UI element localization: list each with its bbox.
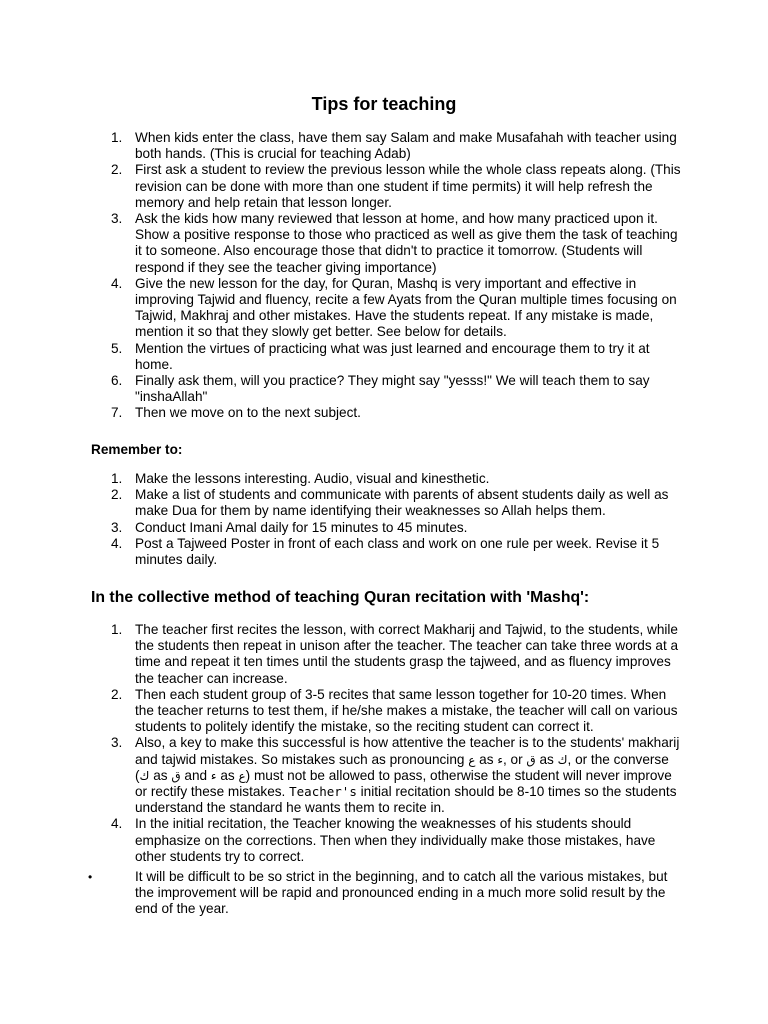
- list-item: [111, 686, 685, 736]
- item-text: It will be difficult to be so strict in the beginning, and to catch all the various mistakes, but the improvement will be rapid and pronounced ending in a much more solid result by the end of the year.: [135, 869, 668, 917]
- list-item: [111, 130, 685, 162]
- item-text: First ask a student to review the previous lesson while the whole class repeats along. (This revision can be done with more than one student if time permits) it will help refresh the memory and help retain that lesson longer.: [135, 162, 681, 210]
- item-number: 2.: [111, 686, 123, 702]
- list-item: [111, 405, 685, 421]
- item-number: 2.: [111, 487, 123, 503]
- mashq-section-heading: In the collective method of teaching Quran recitation with 'Mashq':: [91, 589, 590, 606]
- item-text: The teacher first recites the lesson, with correct Makharij and Tajwid, to the students, while the students then repeat in unison after the teacher. The teacher can take three words at a time and repeat it ten times until the students grasp the tajweed, and as fluency improves the teacher can increase.: [135, 622, 679, 686]
- monospace-word: Teacher's: [289, 784, 357, 800]
- list-item: [111, 373, 685, 405]
- arabic-letter: ك: [557, 752, 568, 767]
- item-number: 7.: [111, 405, 123, 421]
- teaching-steps-list: [111, 130, 685, 422]
- list-item: [111, 622, 685, 687]
- arabic-letter: ع: [238, 768, 246, 783]
- item-text: Post a Tajweed Poster in front of each class and work on one rule per week. Revise it 5 minutes daily.: [135, 535, 660, 568]
- item-text: When kids enter the class, have them say Salam and make Musafahah with teacher using both hands. (This is crucial for teaching Adab): [135, 130, 677, 162]
- list-item: [111, 735, 685, 816]
- item-text: Then each student group of 3-5 recites that same lesson together for 10-20 times. When the teacher returns to test them, if he/she makes a mistake, the teacher will call on various students to politely identify the mistake, so the reciting student can correct it.: [135, 686, 678, 735]
- list-item: [111, 275, 685, 341]
- mashq-method-list: [111, 622, 685, 865]
- item-text: Make a list of students and communicate with parents of absent students daily as well as make Dua for them by name identifying their weaknesses so Allah helps them.: [135, 487, 669, 519]
- item-text: Conduct Imani Amal daily for 15 minutes to 45 minutes.: [135, 519, 468, 535]
- list-item: [111, 816, 685, 865]
- list-item: [111, 519, 685, 536]
- item-number: 6.: [111, 373, 123, 389]
- item-number: 4.: [111, 275, 123, 291]
- item-number: 1.: [111, 622, 123, 637]
- item-text: Ask the kids how many reviewed that lesson at home, and how many practiced upon it. Show a positive response to those who practiced as well as give them the task of teaching it to someone. Also encourage those that didn't to practice it tomorrow. (Students will respond if they see the teacher giving importance): [135, 211, 678, 275]
- bullet-list: [88, 869, 685, 918]
- item-number: 1.: [111, 130, 123, 145]
- item-text: Finally ask them, will you practice? They might say "yesss!" We will teach them to say "inshaAllah": [135, 373, 650, 405]
- item-text: Also, a key to make this successful is how attentive the teacher is to the students' makharij and tajwid mistakes. So mistakes such as pronouncing ع as ء, or ق as ك, or the converse (ك as ق and ء as ع) must not be allowed to pass, otherwise the student will never improve or rectify these mistakes. Teacher's initial recitation should be 8-10 times so the students understand the standard he wants them to recite in.: [135, 735, 680, 816]
- item-text: Then we move on to the next subject.: [135, 405, 361, 421]
- item-number: 2.: [111, 162, 123, 178]
- item-number: 4.: [111, 816, 123, 832]
- item-text: In the initial recitation, the Teacher knowing the weaknesses of his students should emphasize on the corrections. Then when they individually make those mistakes, have other students try to correct.: [135, 816, 656, 864]
- arabic-letter: ع: [468, 752, 476, 767]
- item-number: 1.: [111, 471, 123, 486]
- item-number: 5.: [111, 340, 123, 356]
- item-text: Mention the virtues of practicing what was just learned and encourage them to try it at home.: [135, 340, 650, 372]
- item-text: Give the new lesson for the day, for Quran, Mashq is very important and effective in improving Tajwid and fluency, recite a few Ayats from the Quran multiple times focusing on Tajwid, Makhraj and other mistakes. Have the students repeat. If any mistake is made, mention it so that they slowly get better. See below for details.: [135, 275, 677, 340]
- list-item: [111, 211, 685, 276]
- list-item: [111, 162, 685, 211]
- list-item: [111, 487, 685, 519]
- list-item: [88, 869, 685, 918]
- list-item: [111, 471, 685, 487]
- item-text: Make the lessons interesting. Audio, visual and kinesthetic.: [135, 471, 490, 486]
- arabic-letter: ك: [139, 768, 150, 783]
- bullet-icon: •: [88, 870, 93, 884]
- arabic-letter: ء: [497, 752, 503, 767]
- arabic-letter: ق: [526, 752, 536, 767]
- page-title: Tips for teaching: [311, 94, 457, 114]
- item-number: 3.: [111, 735, 123, 751]
- arabic-letter: ق: [171, 768, 181, 783]
- remember-list: [111, 471, 685, 568]
- list-item: [111, 340, 685, 373]
- item-number: 4.: [111, 535, 123, 551]
- remember-heading: Remember to:: [91, 442, 183, 457]
- arabic-letter: ء: [210, 768, 217, 783]
- item-number: 3.: [111, 519, 123, 535]
- item-number: 3.: [111, 211, 123, 227]
- list-item: [111, 535, 685, 568]
